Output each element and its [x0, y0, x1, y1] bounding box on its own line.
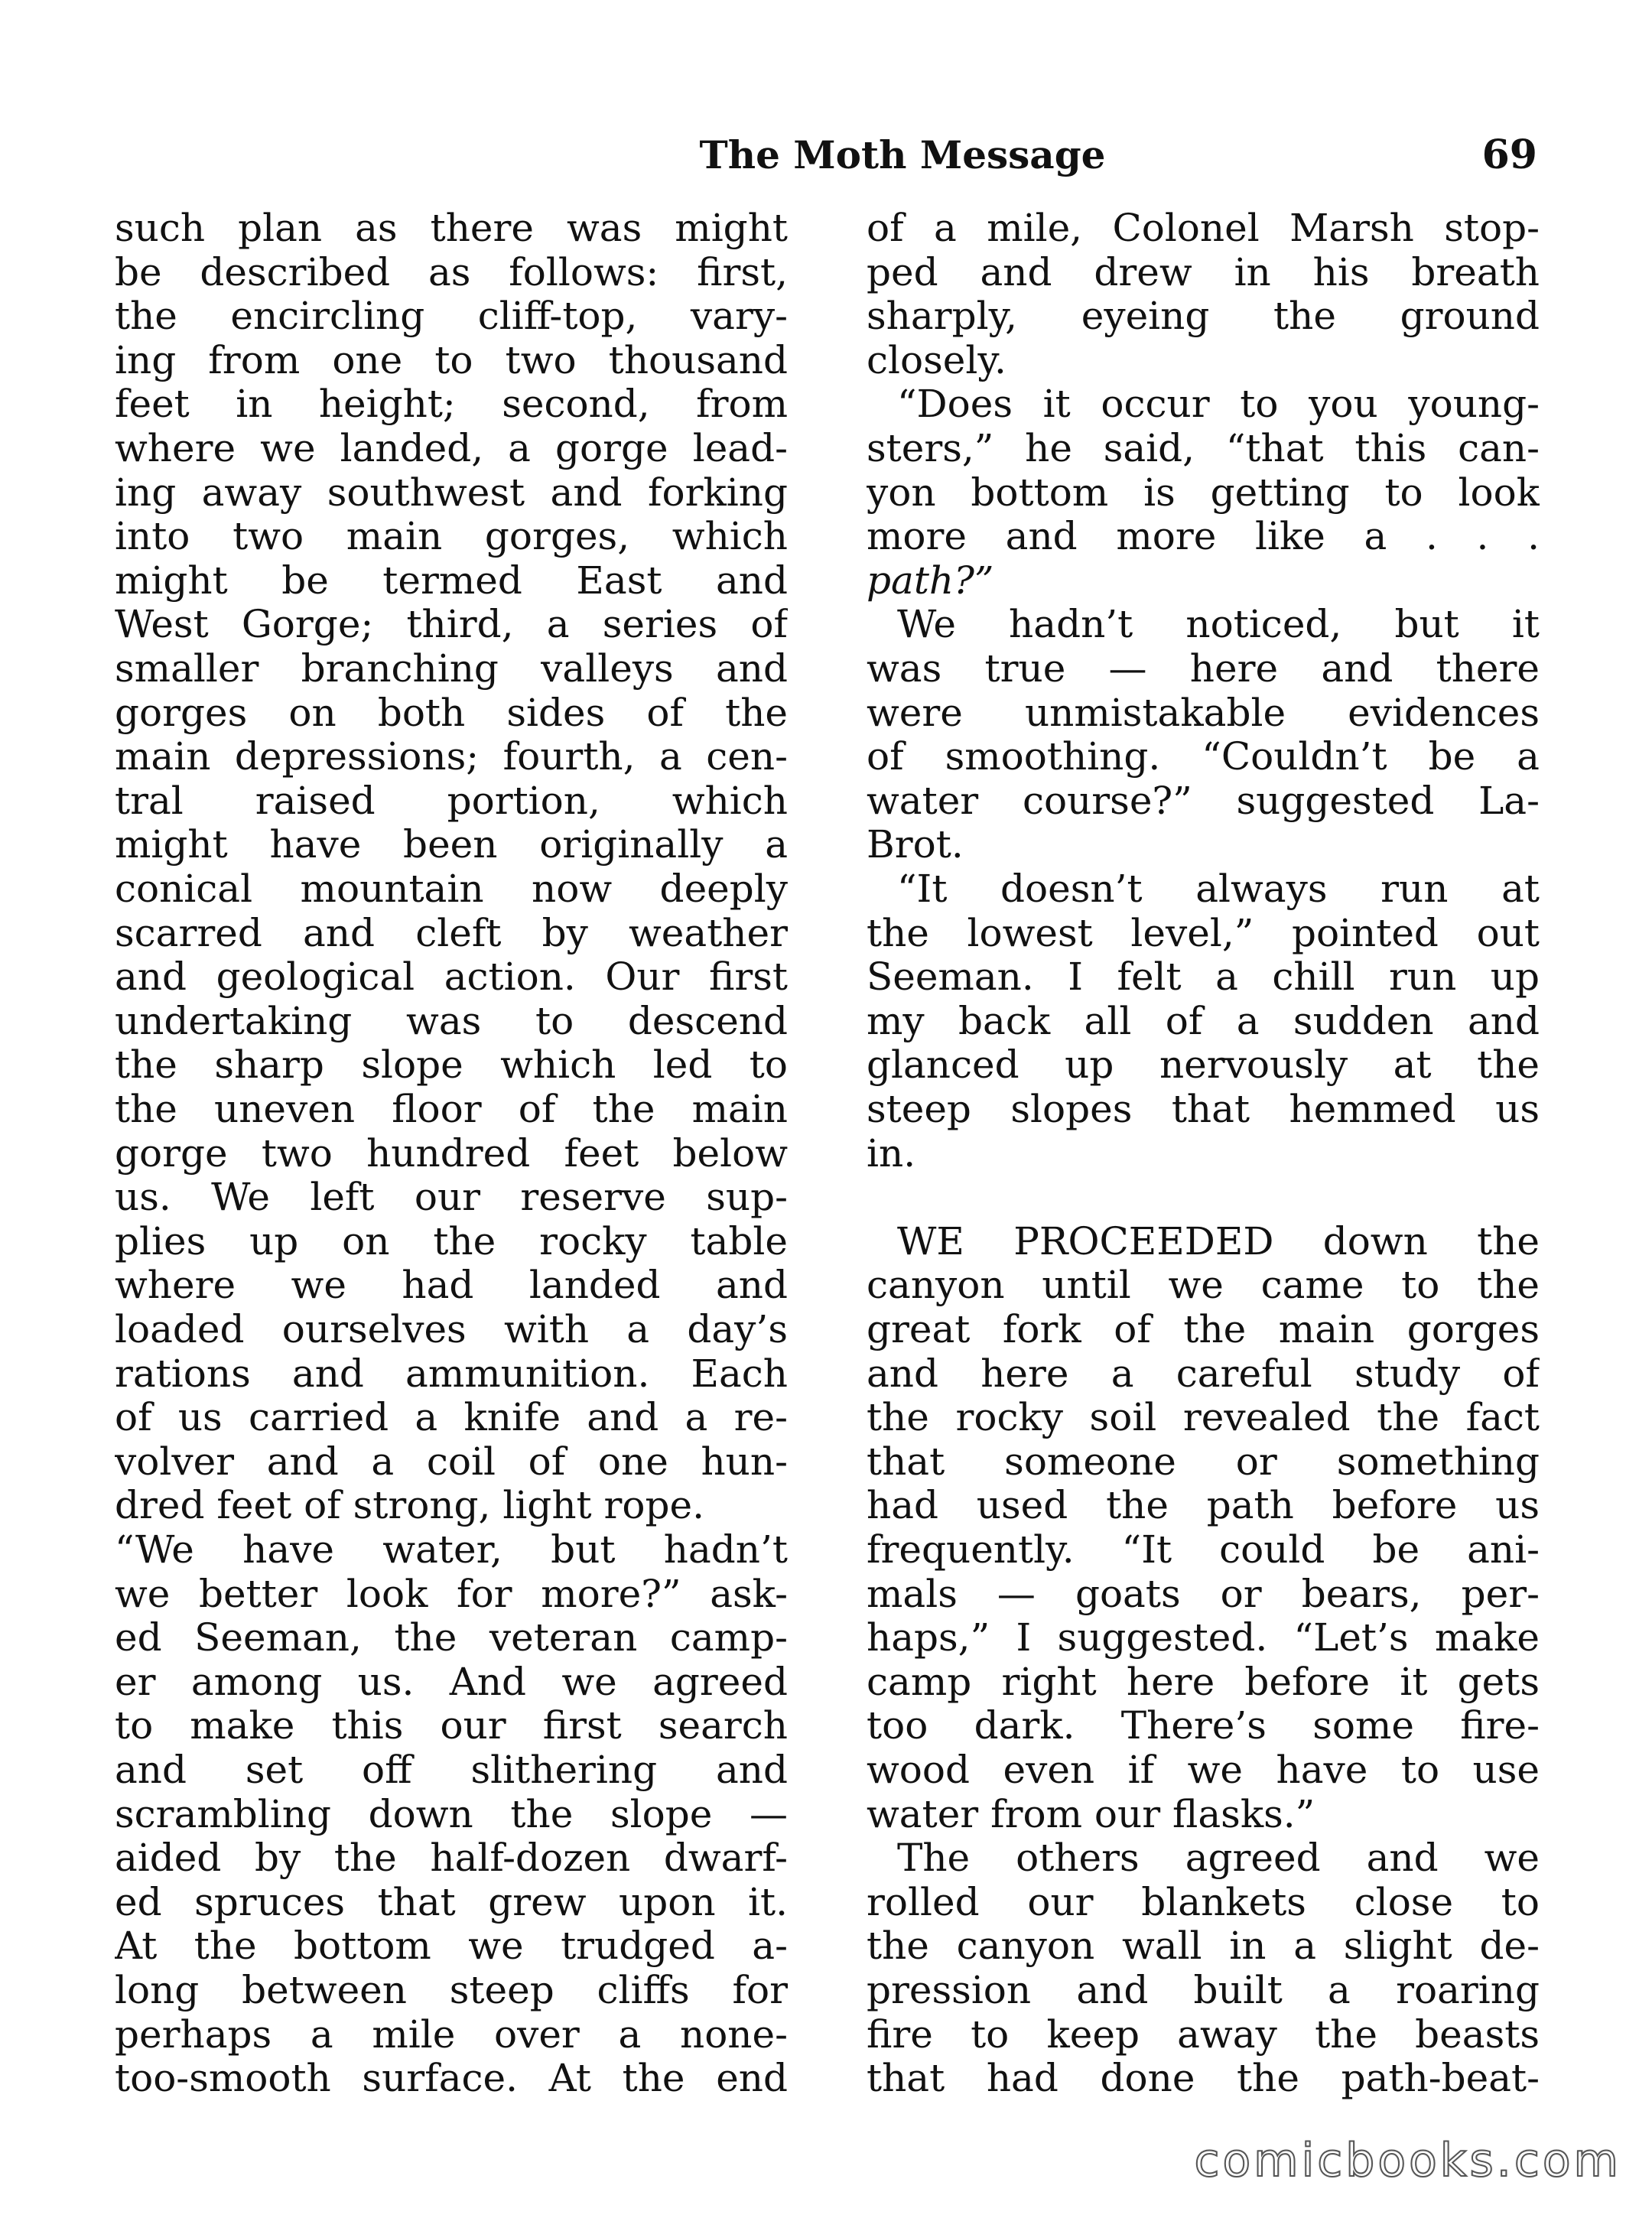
- text-line: the uneven floor of the main: [115, 1088, 788, 1131]
- text-line: frequently. “It could be ani-: [867, 1528, 1540, 1572]
- text-line: main depressions; fourth, a cen-: [115, 735, 788, 779]
- text-line: and set off slithering and: [115, 1748, 788, 1792]
- text-line: closely.: [867, 338, 1006, 382]
- text-line: long between steep cliffs for: [115, 1969, 788, 2012]
- text-line: glanced up nervously at the: [867, 1043, 1540, 1088]
- text-line: such plan as there was might: [115, 207, 788, 250]
- text-line: might be termed East and: [115, 558, 788, 603]
- text-line: conical mountain now deeply: [115, 867, 788, 911]
- text-line: “It doesn’t always run at: [897, 867, 1540, 911]
- text-line: where we had landed and: [115, 1263, 788, 1308]
- text-line: us. We left our reserve sup-: [115, 1176, 788, 1220]
- text-line: undertaking was to descend: [115, 999, 788, 1043]
- text-line: mals — goats or bears, per-: [867, 1572, 1540, 1616]
- text-line: too-smooth surface. At the end: [115, 2057, 788, 2101]
- text-line: scarred and cleft by weather: [115, 911, 788, 955]
- text-line: that had done the path-beat-: [867, 2057, 1540, 2101]
- text-line: in.: [867, 1131, 916, 1176]
- text-line: of us carried a knife and a re-: [115, 1396, 788, 1440]
- text-line: loaded ourselves with a day’s: [115, 1308, 788, 1351]
- text-line: volver and a coil of one hun-: [115, 1439, 788, 1484]
- text-line: too dark. There’s some fire-: [867, 1704, 1540, 1748]
- text-line: path?”: [867, 558, 994, 603]
- text-line: water course?” suggested La-: [867, 779, 1540, 823]
- text-line: West Gorge; third, a series of: [115, 603, 788, 647]
- text-line: had used the path before us: [867, 1484, 1540, 1528]
- page-number: 69: [1481, 132, 1537, 178]
- text-line: “Does it occur to you young-: [897, 382, 1540, 427]
- text-line: ing from one to two thousand: [115, 338, 788, 382]
- text-line: pression and built a roaring: [867, 1969, 1540, 2012]
- text-line: rations and ammunition. Each: [115, 1351, 788, 1396]
- text-line: tral raised portion, which: [115, 779, 788, 823]
- text-line: more and more like a . . .: [867, 515, 1540, 559]
- text-line: of a mile, Colonel Marsh stop-: [867, 207, 1540, 250]
- text-line: plies up on the rocky table: [115, 1219, 788, 1263]
- text-column-left: [115, 207, 788, 2103]
- text-line: was true — here and there: [867, 647, 1540, 691]
- text-line: scrambling down the slope —: [115, 1792, 788, 1836]
- text-line: the encircling cliff-top, vary-: [115, 294, 788, 339]
- text-line: aided by the half-dozen dwarf-: [115, 1836, 788, 1881]
- text-line: of smoothing. “Couldn’t be a: [867, 735, 1540, 779]
- text-line: haps,” I suggested. “Let’s make: [867, 1616, 1540, 1660]
- text-line: the sharp slope which led to: [115, 1043, 788, 1088]
- text-line: be described as follows: first,: [115, 250, 788, 294]
- text-line: gorges on both sides of the: [115, 691, 788, 735]
- text-line: fire to keep away the beasts: [867, 2012, 1540, 2057]
- text-line: wood even if we have to use: [867, 1748, 1540, 1792]
- text-line: into two main gorges, which: [115, 515, 788, 559]
- text-line: my back all of a sudden and: [867, 999, 1540, 1043]
- text-line: We hadn’t noticed, but it: [897, 603, 1540, 647]
- text-line: and here a careful study of: [867, 1351, 1540, 1396]
- text-line: ed Seeman, the veteran camp-: [115, 1616, 788, 1660]
- text-line: ped and drew in his breath: [867, 250, 1540, 294]
- text-line: er among us. And we agreed: [115, 1660, 788, 1704]
- text-line: [867, 1176, 1540, 1219]
- text-line: perhaps a mile over a none-: [115, 2012, 788, 2057]
- text-line: and geological action. Our first: [115, 955, 788, 1000]
- text-line: to make this our first search: [115, 1704, 788, 1748]
- text-line: the lowest level,” pointed out: [867, 911, 1540, 955]
- text-line: feet in height; second, from: [115, 382, 788, 427]
- text-line: sters,” he said, “that this can-: [867, 427, 1540, 470]
- text-line: great fork of the main gorges: [867, 1308, 1540, 1351]
- text-line: Brot.: [867, 823, 964, 867]
- text-line: “We have water, but hadn’t: [115, 1528, 788, 1572]
- text-line: that someone or something: [867, 1439, 1540, 1484]
- running-title: The Moth Message: [699, 132, 1106, 177]
- text-line: we better look for more?” ask-: [115, 1572, 788, 1616]
- text-line: rolled our blankets close to: [867, 1880, 1540, 1924]
- page-header: [115, 128, 1537, 190]
- text-column-right: [867, 207, 1540, 2103]
- text-line: camp right here before it gets: [867, 1660, 1540, 1704]
- text-line: the rocky soil revealed the fact: [867, 1396, 1540, 1440]
- watermark-logo: comicbooks.com: [1194, 2134, 1621, 2187]
- text-line: WE PROCEEDED down the: [897, 1219, 1540, 1263]
- text-line: Seeman. I felt a chill run up: [867, 955, 1540, 1000]
- text-line: might have been originally a: [115, 823, 788, 867]
- text-line: steep slopes that hemmed us: [867, 1088, 1540, 1131]
- text-line: water from our flasks.”: [867, 1792, 1315, 1836]
- text-line: dred feet of strong, light rope.: [115, 1484, 704, 1528]
- text-line: where we landed, a gorge lead-: [115, 427, 788, 470]
- text-line: canyon until we came to the: [867, 1263, 1540, 1308]
- text-line: The others agreed and we: [897, 1836, 1540, 1881]
- text-line: ed spruces that grew upon it.: [115, 1880, 788, 1924]
- text-line: At the bottom we trudged a-: [115, 1924, 788, 1969]
- text-line: gorge two hundred feet below: [115, 1131, 788, 1176]
- text-line: yon bottom is getting to look: [867, 470, 1540, 515]
- text-line: ing away southwest and forking: [115, 470, 788, 515]
- text-line: smaller branching valleys and: [115, 647, 788, 691]
- text-line: sharply, eyeing the ground: [867, 294, 1540, 339]
- text-line: the canyon wall in a slight de-: [867, 1924, 1540, 1969]
- text-line: were unmistakable evidences: [867, 691, 1540, 735]
